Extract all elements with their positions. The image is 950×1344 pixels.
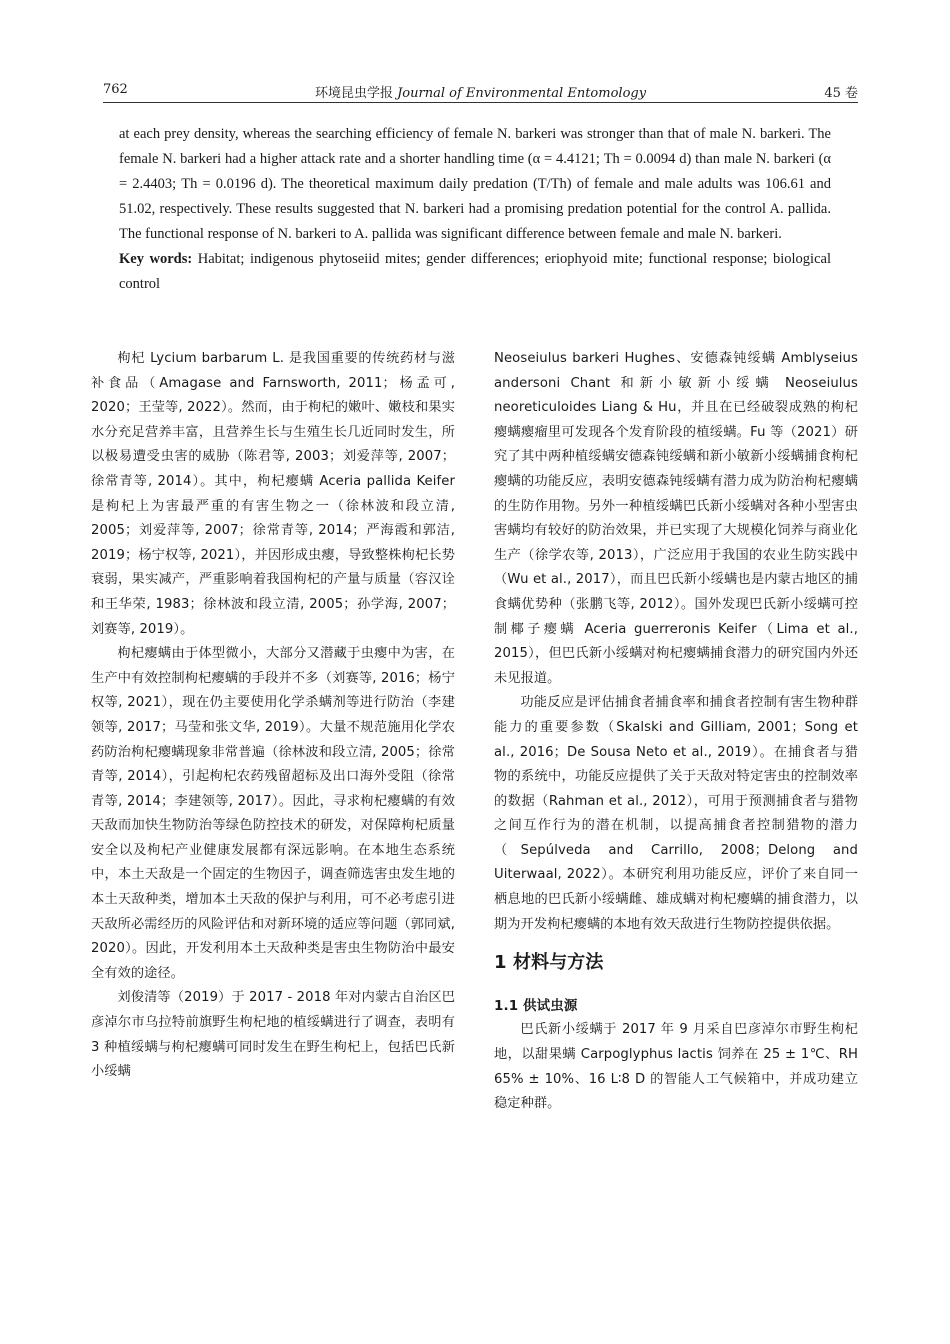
journal-title-en: Journal of Environmental Entomology xyxy=(397,86,647,101)
paragraph: 巴氏新小绥螨于 2017 年 9 月采自巴彦淖尔市野生枸杞地，以甜果螨 Carpoglyphus lactis 饲养在 25 ± 1℃、RH 65% ± 10%、16 L∶8 D 的智能人工气候箱中，并成功建立稳定种群。 xyxy=(494,1022,858,1112)
journal-title xyxy=(103,82,858,101)
paragraph-continued: Neoseiulus barkeri Hughes、安德森钝绥螨 Amblyseius andersoni Chant 和新小敏新小绥螨 Neoseiulus neoreticuloides Liang & Hu，并且在已经破裂成熟的枸杞瘿螨瘿瘤里可发现各个发育阶段的植绥螨。Fu 等（2021）研究了其中两种植绥螨安德森钝绥螨和新小敏新小绥螨捕食枸杞瘿螨的功能反应，表明安德森钝绥螨有潜力成为防治枸杞瘿螨的生防作用物。另外一种植绥螨巴氏新小绥螨对各种小型害虫害螨均有较好的防治效果，并已实现了大规模化饲养与商业化生产（徐学农等, 2013），广泛应用于我国的农业生防实践中（Wu et al., 2017），而且巴氏新小绥螨也是内蒙古地区的捕食螨优势种（张鹏飞等, 2012）。国外发现巴氏新小绥螨可控制椰子瘿螨 Aceria guerreronis Keifer（Lima et al., 2015），但巴氏新小绥螨对枸杞瘿螨捕食潜力的研究国内外还未见报道。 xyxy=(494,351,858,686)
paragraph: 枸杞瘿螨由于体型微小，大部分又潜藏于虫瘿中为害，在生产中有效控制枸杞瘿螨的手段并不多（刘赛等, 2016；杨宁权等, 2021），现在仍主要使用化学杀螨剂等进行防治（李建领等, 2017；马莹和张文华, 2019）。大量不规范施用化学农药防治枸杞瘿螨现象非常普遍（徐林波和段立清, 2005；徐常青等, 2014），引起枸杞农药残留超标及出口海外受阻（徐常青等, 2014；李建领等, 2017）。因此，寻求枸杞瘿螨的有效天敌而加快生物防治等绿色防控技术的研发，对保障枸杞质量安全以及枸杞产业健康发展都有深远影响。在本地生态系统中，本土天敌是一个固定的生物因子，调查筛选害虫发生地的本土天敌种类，增加本土天敌的保护与利用，可不必考虑引进天敌所必需经历的风险评估和对新环境的适应等问题（郭同斌, 2020）。因此，开发利用本土天敌种类是害虫生物防治中最安全有效的途径。 xyxy=(91,646,455,981)
paragraph: 刘俊清等（2019）于 2017 - 2018 年对内蒙古自治区巴彦淖尔市乌拉特前旗野生枸杞地的植绥螨进行了调查，表明有 3 种植绥螨与枸杞瘿螨可同时发生在野生枸杞上，包括巴氏新小绥螨 xyxy=(91,990,455,1080)
keywords-text: Habitat; indigenous phytoseiid mites; gender differences; eriophyoid mite; functional response; biological control xyxy=(119,251,831,292)
paragraph: 枸杞 Lycium barbarum L. 是我国重要的传统药材与滋补食品（Amagase and Farnsworth, 2011；杨孟可, 2020；王莹等, 2022）。然而，由于枸杞的嫩叶、嫩枝和果实水分充足营养丰富，且营养生长与生殖生长几近同时发生，所以极易遭受虫害的威胁（陈君等, 2003；刘爱萍等, 2007；徐常青等, 2014）。其中，枸杞瘿螨 Aceria pallida Keifer 是枸杞上为害最严重的有害生物之一（徐林波和段立清, 2005；刘爱萍等, 2007；徐常青等, 2014；严海霞和郭洁, 2019；杨宁权等, 2021），并因形成虫瘿，导致整株枸杞长势衰弱，果实减产，严重影响着我国枸杞的产量与质量（容汉诠和王华荣, 1983；徐林波和段立清, 2005；孙学海, 2007；刘赛等, 2019）。 xyxy=(91,351,455,637)
keywords-line xyxy=(119,247,831,297)
abstract-block xyxy=(119,122,831,297)
paragraph: 功能反应是评估捕食者捕食率和捕食者控制有害生物种群能力的重要参数（Skalski and Gilliam, 2001；Song et al., 2016；De Sousa Neto et al., 2019）。在捕食者与猎物的系统中，功能反应提供了关于天敌对特定害虫的控制效率的数据（Rahman et al., 2012），可用于预测捕食者与猎物之间互作行为的潜在机制，以提高捕食者控制猎物的潜力（Sepúlveda and Carrillo, 2008；Delong and Uiterwaal, 2022）。本研究利用功能反应，评价了来自同一栖息地的巴氏新小绥螨雌、雄成螨对枸杞瘿螨的捕食潜力，以期为开发枸杞瘿螨的本地有效天敌进行生物防控提供依据。 xyxy=(494,695,858,932)
journal-title-cn: 环境昆虫学报 xyxy=(314,86,393,101)
subsection-heading: 1.1 供试虫源 xyxy=(494,997,578,1014)
running-header xyxy=(103,80,858,103)
volume-label: 45 卷 xyxy=(824,86,858,101)
abstract-text: at each prey density, whereas the searching efficiency of female N. barkeri was stronger than that of male N. barkeri. The female N. barkeri had a higher attack rate and a shorter handling time (α = 4.4121; Th = 0.0094 d) than male N. barkeri (α = 2.4403; Th = 0.0196 d). The theoretical maximum daily predation (T/Th) of female and male adults was 106.61 and 51.02, respectively. These results suggested that N. barkeri had a promising predation potential for the control A. pallida. The functional response of N. barkeri to A. pallida was significant difference between female and male N. barkeri. xyxy=(119,126,831,242)
keywords-label: Key words: xyxy=(119,251,193,267)
section-heading: 1 材料与方法 xyxy=(494,952,604,974)
body-column-right xyxy=(494,347,858,1117)
page-number: 762 xyxy=(103,82,128,97)
body-column-left xyxy=(91,347,455,1085)
